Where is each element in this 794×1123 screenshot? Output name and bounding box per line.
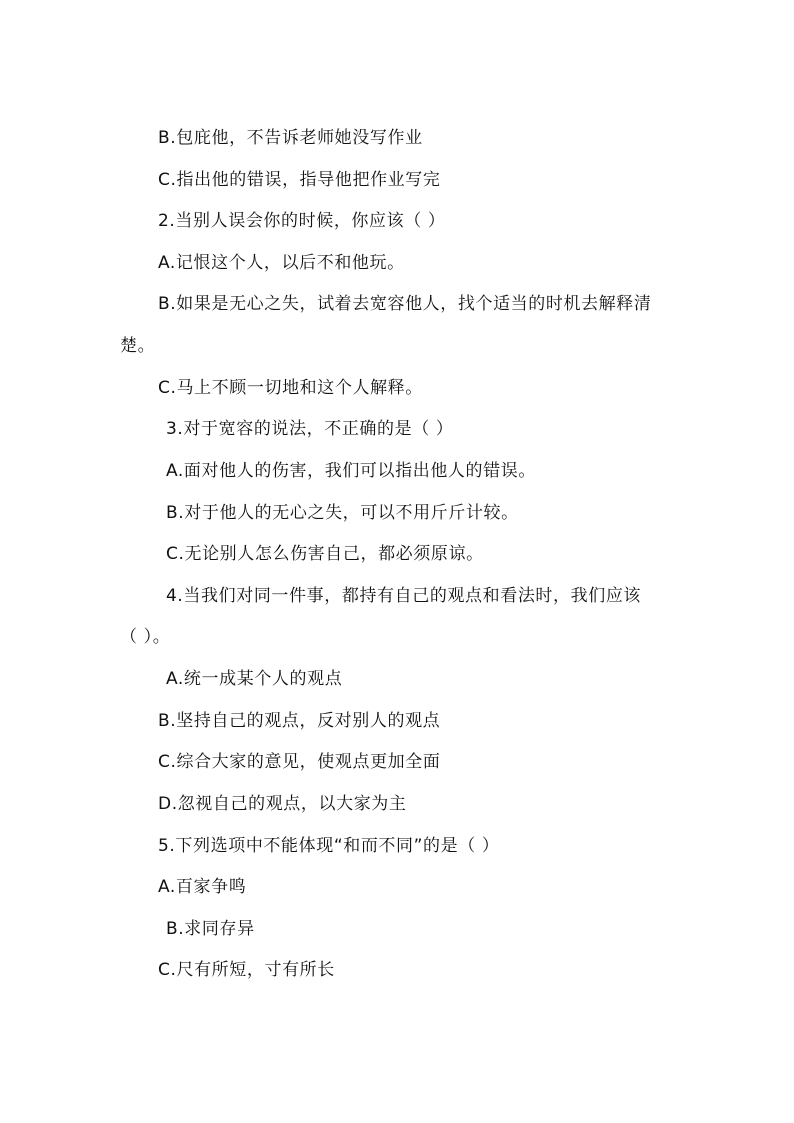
q2-option-b-continued: 楚。 — [120, 336, 156, 356]
q2-option-b: B.如果是无心之失，试着去宽容他人，找个适当的时机去解释清 — [158, 294, 652, 314]
q2-option-c: C.马上不顾一切地和这个人解释。 — [158, 378, 423, 398]
q4-option-d: D.忽视自己的观点，以大家为主 — [158, 794, 407, 814]
question-2: 2.当别人误会你的时候，你应该（ ） — [158, 211, 446, 231]
q5-option-c: C.尺有所短，寸有所长 — [158, 960, 335, 980]
question-4-continued: （ ）。 — [120, 627, 171, 647]
q3-option-a: A.面对他人的伤害，我们可以指出他人的错误。 — [166, 461, 536, 481]
question-4: 4.当我们对同一件事，都持有自己的观点和看法时，我们应该 — [166, 586, 642, 606]
q5-option-a: A.百家争鸣 — [158, 877, 247, 897]
q5-option-b: B.求同存异 — [166, 919, 255, 939]
question-5: 5.下列选项中不能体现“和而不同”的是（ ） — [158, 836, 500, 856]
q2-option-a: A.记恨这个人，以后不和他玩。 — [158, 253, 405, 273]
q3-option-b: B.对于他人的无心之失，可以不用斤斤计较。 — [166, 503, 519, 523]
q3-option-c: C.无论别人怎么伤害自己，都必须原谅。 — [166, 544, 484, 564]
q4-option-c: C.综合大家的意见，使观点更加全面 — [158, 752, 441, 772]
q1-option-c: C.指出他的错误，指导他把作业写完 — [158, 170, 441, 190]
question-3: 3.对于宽容的说法，不正确的是（ ） — [166, 419, 454, 439]
q4-option-b: B.坚持自己的观点，反对别人的观点 — [158, 711, 441, 731]
q4-option-a: A.统一成某个人的观点 — [166, 669, 343, 689]
q1-option-b: B.包庇他，不告诉老师她没写作业 — [158, 128, 423, 148]
